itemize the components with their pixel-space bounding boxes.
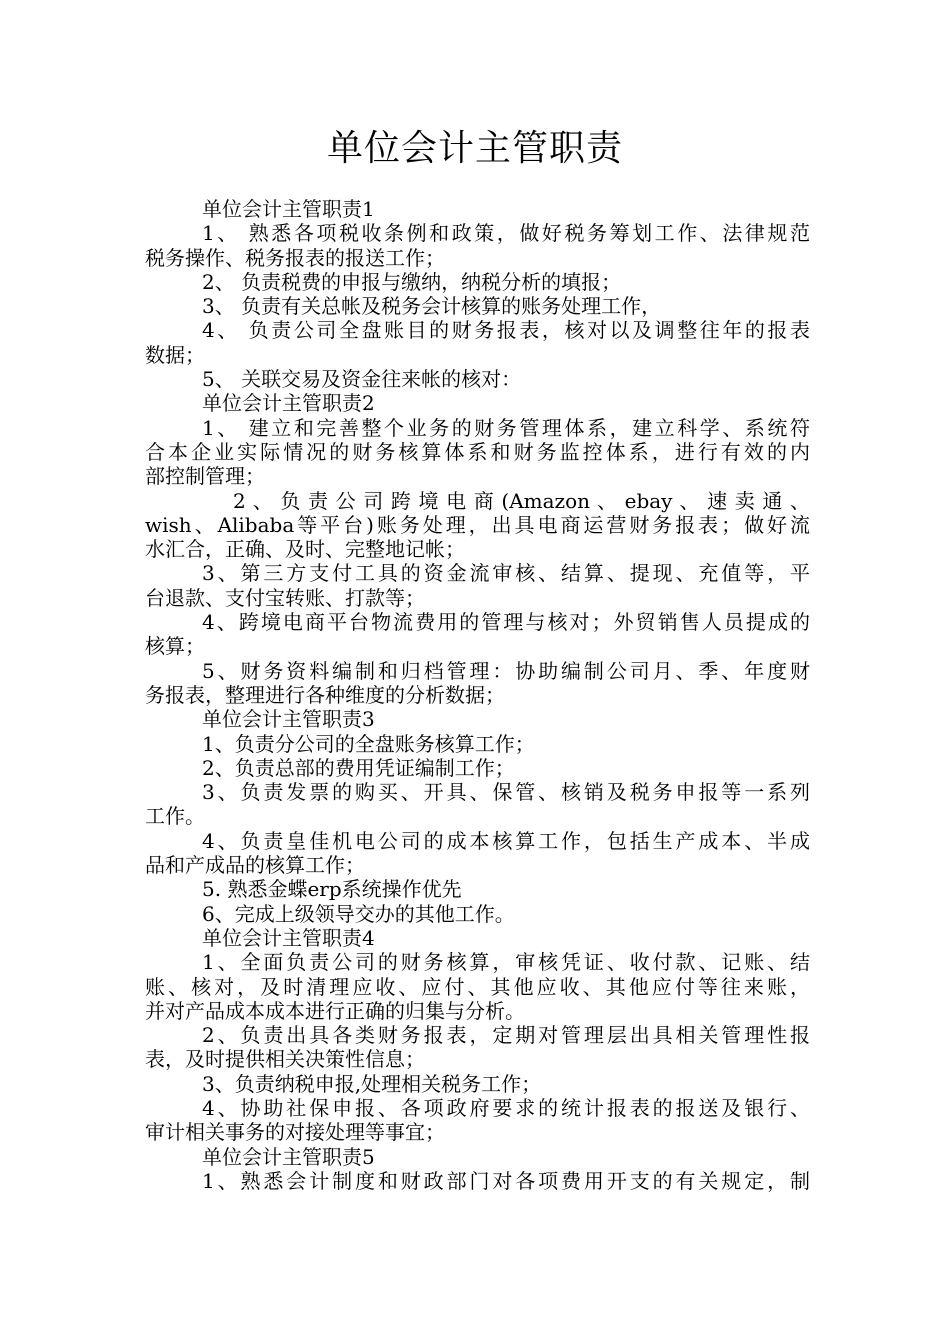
paragraph-line: wish、Alibaba等平台)账务处理，出具电商运营财务报表；做好流 [145,512,810,537]
paragraph-line: 4、协助社保申报、各项政府要求的统计报表的报送及银行、 [202,1095,810,1120]
paragraph-line: 4、 负责公司全盘账目的财务报表，核对以及调整往年的报表 [202,318,810,343]
paragraph-line: 表，及时提供相关决策性信息； [145,1047,425,1072]
paragraph-line: 5. 熟悉金蝶erp系统操作优先 [202,877,462,902]
paragraph-line: 1、 熟悉各项税收条例和政策，做好税务筹划工作、法律规范 [202,221,810,246]
paragraph-line: 品和产成品的核算工作； [145,853,365,878]
paragraph-line: 2、 负责税费的申报与缴纳，纳税分析的填报； [202,269,622,294]
paragraph-line: 数据； [145,342,205,367]
paragraph-line: 4、负责皇佳机电公司的成本核算工作，包括生产成本、半成 [202,828,810,853]
section-heading: 单位会计主管职责5 [202,1144,375,1169]
paragraph-line: 5、 关联交易及资金往来帐的核对： [202,367,522,392]
paragraph-line: 1、负责分公司的全盘账务核算工作； [202,731,535,756]
paragraph-line: 1、全面负责公司的财务核算，审核凭证、收付款、记账、结 [202,950,810,975]
paragraph-line: 4、跨境电商平台物流费用的管理与核对；外贸销售人员提成的 [202,610,810,635]
document-body [145,197,810,1193]
paragraph-line: 3、负责纳税申报,处理相关税务工作； [202,1071,542,1096]
paragraph-line: 2 、 负 责 公 司 跨 境 电 商 (Amazon 、 ebay 、 速 卖 通 、 [233,488,810,513]
section-heading: 单位会计主管职责4 [202,925,375,950]
paragraph-line: 1、 建立和完善整个业务的财务管理体系，建立科学、系统符 [202,415,810,440]
paragraph-line: 审计相关事务的对接处理等事宜； [145,1120,445,1145]
paragraph-line: 工作。 [145,804,205,829]
paragraph-line: 1、熟悉会计制度和财政部门对各项费用开支的有关规定，制 [202,1168,810,1193]
paragraph-line: 账、核对，及时清理应收、应付、其他应收、其他应付等往来账， [145,974,810,999]
paragraph-line: 5、财务资料编制和归档管理：协助编制公司月、季、年度财 [202,658,810,683]
paragraph-line: 6、完成上级领导交办的其他工作。 [202,901,515,926]
paragraph-line: 税务操作、税务报表的报送工作； [145,245,445,270]
paragraph-line: 2、负责总部的费用凭证编制工作； [202,755,515,780]
paragraph-line: 台退款、支付宝转账、打款等； [145,585,425,610]
paragraph-line: 3、第三方支付工具的资金流审核、结算、提现、充值等，平 [202,561,810,586]
paragraph-line: 部控制管理； [145,464,265,489]
paragraph-line: 并对产品成本成本进行正确的归集与分析。 [145,998,525,1023]
paragraph-line: 2、负责出具各类财务报表，定期对管理层出具相关管理性报 [202,1023,810,1048]
paragraph-line: 合本企业实际情况的财务核算体系和财务监控体系，进行有效的内 [145,439,810,464]
paragraph-line: 务报表，整理进行各种维度的分析数据； [145,682,505,707]
paragraph-line: 核算； [145,634,205,659]
section-heading: 单位会计主管职责3 [202,707,375,732]
section-heading: 单位会计主管职责1 [202,197,375,221]
paragraph-line: 3、负责发票的购买、开具、保管、核销及税务申报等一系列 [202,780,810,805]
document-title: 单位会计主管职责 [326,128,623,169]
paragraph-line: 3、 负责有关总帐及税务会计核算的账务处理工作， [202,294,662,319]
section-heading: 单位会计主管职责2 [202,391,375,416]
paragraph-line: 水汇合，正确、及时、完整地记帐； [145,537,465,562]
